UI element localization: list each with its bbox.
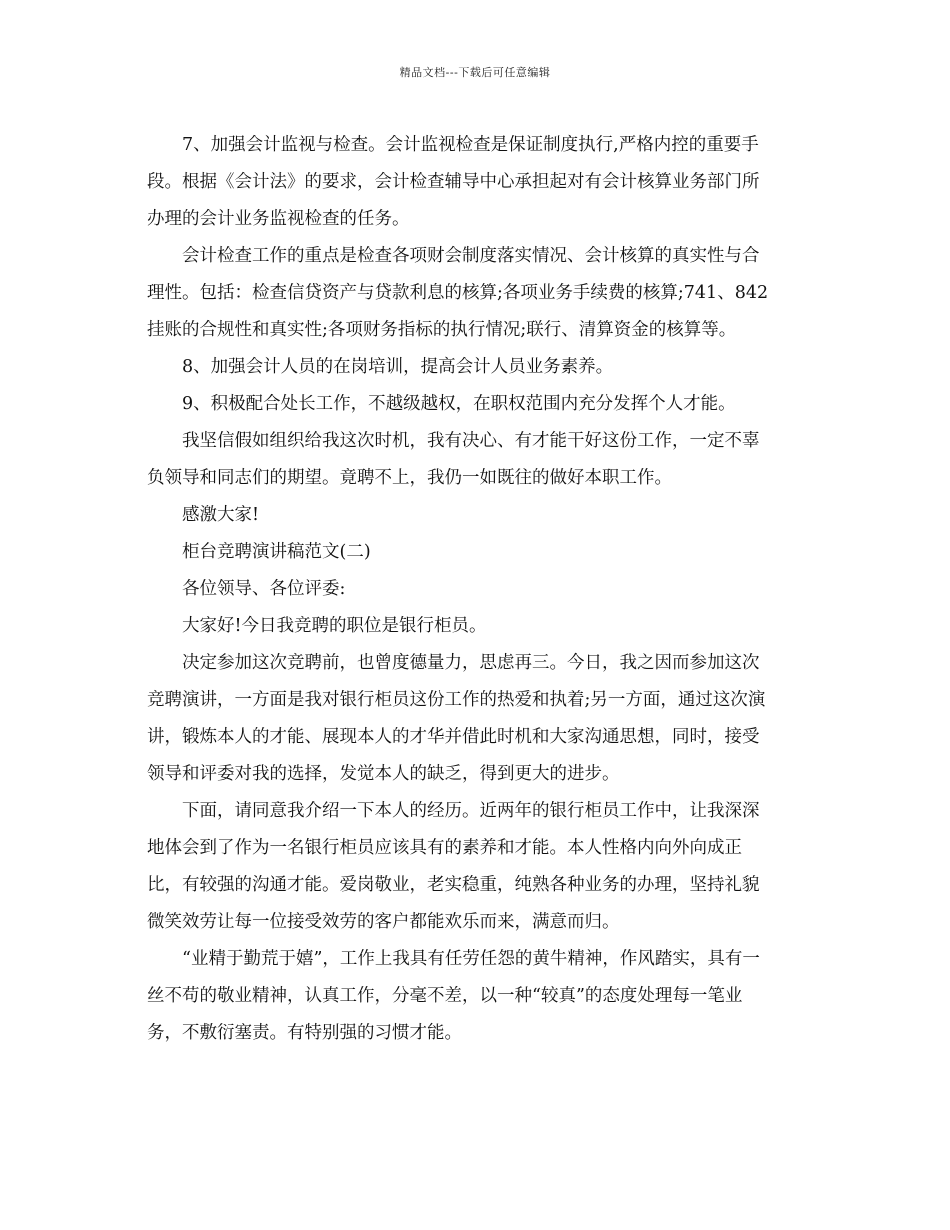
paragraph-line: 大家好!今日我竞聘的职位是银行柜员。	[182, 616, 487, 636]
paragraph-line: 竞聘演讲，一方面是我对银行柜员这份工作的热爱和执着;另一方面，通过这次演	[147, 690, 766, 710]
salutation-line: 各位领导、各位评委:	[182, 579, 346, 599]
paragraph-line: 微笑效劳让每一位接受效劳的客户都能欢乐而来，满意而归。	[147, 912, 620, 932]
paragraph-line: 9、积极配合处长工作，不越级越权，在职权范围内充分发挥个人才能。	[182, 394, 736, 414]
document-body	[147, 127, 809, 1052]
paragraph-line: 8、加强会计人员的在岗培训，提高会计人员业务素养。	[182, 357, 614, 377]
paragraph-line: 讲，锻炼本人的才能、展现本人的才华并借此时机和大家沟通思想，同时，接受	[147, 727, 760, 747]
paragraph-line: 挂账的合规性和真实性;各项财务指标的执行情况;联行、清算资金的核算等。	[147, 320, 737, 340]
paragraph-line: 领导和评委对我的选择，发觉本人的缺乏，得到更大的进步。	[147, 764, 620, 784]
paragraph-line: 下面，请同意我介绍一下本人的经历。近两年的银行柜员工作中，让我深深	[182, 801, 760, 821]
paragraph-line: 理性。包括：检查信贷资产与贷款利息的核算;各项业务手续费的核算;741、842	[147, 283, 769, 303]
paragraph-line: 决定参加这次竞聘前，也曾度德量力，思虑再三。今日，我之因而参加这次	[182, 653, 760, 673]
paragraph-line: 7、加强会计监视与检查。会计监视检查是保证制度执行,严格内控的重要手	[182, 135, 759, 155]
paragraph-line: 我坚信假如组织给我这次时机，我有决心、有才能干好这份工作，一定不辜	[182, 431, 760, 451]
paragraph-line: 段。根据《会计法》的要求，会计检查辅导中心承担起对有会计核算业务部门所	[147, 172, 760, 192]
paragraph-line: 感激大家!	[182, 505, 260, 525]
section-title: 柜台竞聘演讲稿范文(二)	[182, 542, 371, 562]
paragraph-line: 比，有较强的沟通才能。爱岗敬业，老实稳重，纯熟各种业务的办理，坚持礼貌	[147, 875, 760, 895]
paragraph-line: 丝不苟的敬业精神，认真工作，分毫不差，以一种“较真”的态度处理每一笔业	[147, 986, 743, 1006]
paragraph-line: 地体会到了作为一名银行柜员应该具有的素养和才能。本人性格内向外向成正	[147, 838, 742, 858]
paragraph-line: 会计检查工作的重点是检查各项财会制度落实情况、会计核算的真实性与合	[182, 246, 760, 266]
paragraph-line: “业精于勤荒于嬉”，工作上我具有任劳任怨的黄牛精神，作风踏实，具有一	[182, 949, 760, 969]
page-header-watermark: 精品文档---下载后可任意编辑	[399, 66, 551, 79]
paragraph-line: 务，不敷衍塞责。有特别强的习惯才能。	[147, 1023, 462, 1043]
paragraph-line: 办理的会计业务监视检查的任务。	[147, 209, 410, 229]
paragraph-line: 负领导和同志们的期望。竟聘不上，我仍一如既往的做好本职工作。	[147, 468, 672, 488]
